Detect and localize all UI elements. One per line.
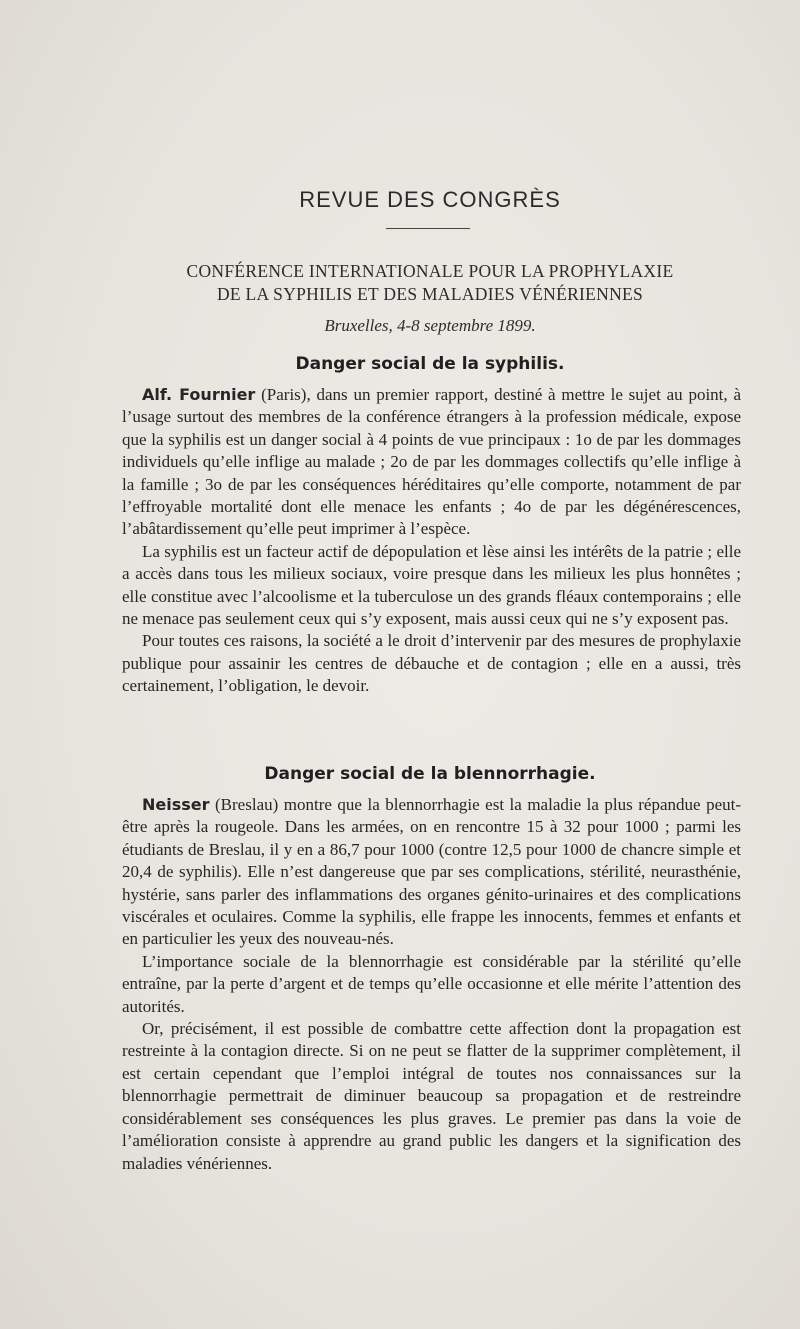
paragraph: Pour toutes ces raisons, la société a le droit d’intervenir par des mesures de prophylaxie publique pour assainir les centres de débauche et de contagion ; elle en a aussi, très certainement, l’obligation, le devoir. <box>122 631 741 696</box>
section-heading-syphilis: Danger social de la syphilis. <box>295 354 565 374</box>
author-name: Neisser <box>142 795 210 814</box>
section-body-syphilis <box>122 384 741 698</box>
conference-title <box>100 260 760 306</box>
paragraph-text: (Breslau) montre que la blennorrhagie est la maladie la plus répandue peut-être après la rougeole. Dans les armées, on en rencontre 15 à 32 pour 1000 ; parmi les étudiants de Breslau, il y en a 86,7 pour 1000 (contre 12,5 pour 1000 de chancre simple et 20,4 de syphilis). Elle n’est dangereuse que par ses complications, stérilité, neurasthénie, hystérie, sans parler des inflammations des organes génito-urinaires et des complications viscérales et oculaires. Comme la syphilis, elle frappe les innocents, femmes et enfants et en particulier les yeux des nouveau-nés. <box>122 795 741 949</box>
paragraph: L’importance sociale de la blennorrhagie est considérable par la stérilité qu’elle entraîne, par la perte d’argent et de temps qu’elle occasionne et elle mérite l’attention des autorités. <box>122 951 741 1016</box>
conference-dateline: Bruxelles, 4-8 septembre 1899. <box>324 316 536 335</box>
paragraph-text: (Paris), dans un premier rapport, destiné à mettre le sujet au point, à l’usage surtout des membres de la conférence étrangers à la profession médicale, expose que la syphilis est un danger social à 4 points de vue principaux : 1o de par les dommages individuels qu’elle inflige au malade ; 2o de par les dommages collectifs qu’elle inflige à la famille ; 3o de par les conséquences héréditaires qu’elle comporte, notamment de par l’effroyable mortalité dont elle menace les enfants ; 4o de par les dégénérescences, l’abâtardissement qu’elle peut imprimer à l’espèce. <box>122 385 741 539</box>
paragraph: La syphilis est un facteur actif de dépopulation et lèse ainsi les intérêts de la patrie ; elle a accès dans tous les milieux sociaux, voire presque dans les milieux les plus honnêtes ; elle constitue avec l’alcoolisme et la tuberculose un des grands fléaux contemporains ; elle ne menace pas seulement ceux qui s’y exposent, mais aussi ceux qui ne s’y exposent pas. <box>122 541 741 629</box>
paragraph: Or, précisément, il est possible de combattre cette affection dont la propagation est restreinte à la contagion directe. Si on ne peut se flatter de la supprimer complètement, il est certain cependant que l’emploi intégral de toutes nos connaissances sur la blennorrhagie permettrait de diminuer beaucoup sa propagation et de restreindre considérablement ses conséquences les plus graves. Le premier pas dans la voie de l’amélioration consiste à apprendre au grand public les dangers et la signification des maladies vénériennes. <box>122 1019 741 1173</box>
title-rule <box>386 228 470 229</box>
conference-title-line-2: DE LA SYPHILIS ET DES MALADIES VÉNÉRIENNES <box>216 284 644 304</box>
paragraph <box>122 794 741 951</box>
conference-title-line-1: CONFÉRENCE INTERNATIONALE POUR LA PROPHYLAXIE <box>186 261 674 281</box>
author-name: Alf. Fournier <box>142 385 256 404</box>
section-body-blennorrhagie <box>122 794 741 1175</box>
journal-section-title: REVUE DES CONGRÈS <box>299 187 561 212</box>
section-heading-blennorrhagie: Danger social de la blennorrhagie. <box>264 764 596 784</box>
paragraph <box>122 384 741 541</box>
